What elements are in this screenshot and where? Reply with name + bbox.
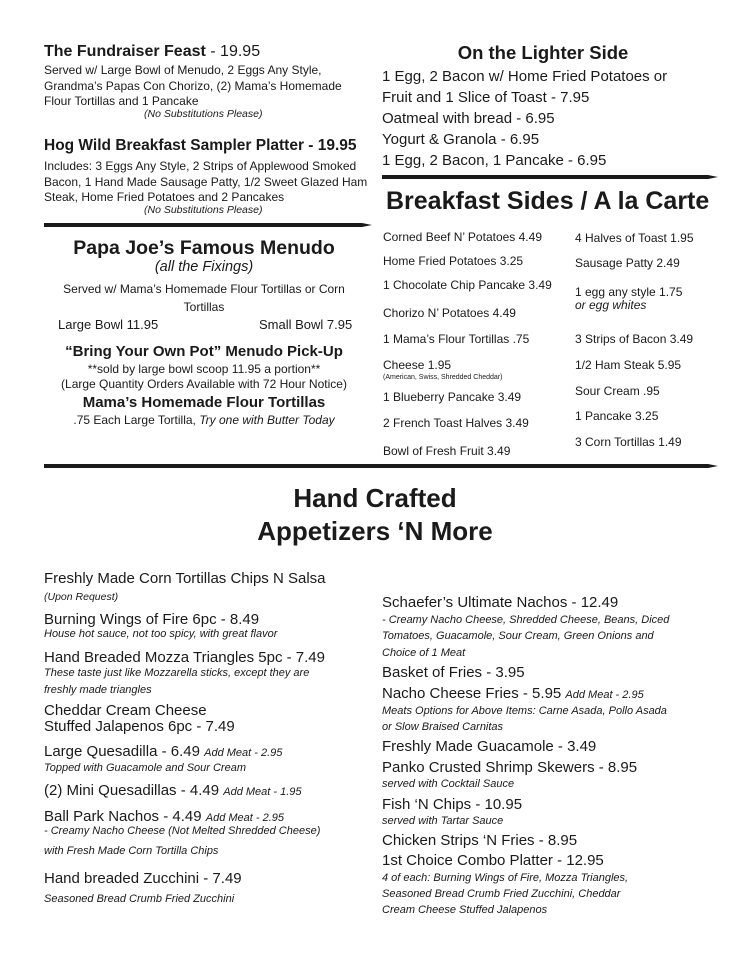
menudo-title: Papa Joe’s Famous Menudo <box>73 237 335 259</box>
tortillas-tip: Try one with Butter Today <box>199 413 335 427</box>
sides-left-item-6: Cheese 1.95 <box>383 358 452 372</box>
hogwild-title: Hog Wild Breakfast Sampler Platter - 19.95 <box>44 137 357 154</box>
appetizers-heading <box>0 482 750 548</box>
app-right-6-name: Fish ‘N Chips - 10.95 <box>382 796 523 813</box>
lighter-item-4: Yogurt & Granola - 6.95 <box>382 131 540 148</box>
divider-full <box>44 464 708 468</box>
app-left-5-line <box>44 743 282 761</box>
sides-left-item-7: 1 Blueberry Pancake 3.49 <box>383 390 522 404</box>
sides-right-item-4: 3 Strips of Bacon 3.49 <box>575 332 694 346</box>
app-right-6-desc: served with Tartar Sauce <box>382 815 504 827</box>
app-left-2-name: Burning Wings of Fire 6pc - 8.49 <box>44 611 260 628</box>
fundraiser-price: - 19.95 <box>205 43 261 60</box>
app-left-6-name: (2) Mini Quesadillas - 4.49 <box>44 782 224 799</box>
app-right-3-addon: Add Meat - 2.95 <box>565 689 644 701</box>
app-right-1-desc: - Creamy Nacho Cheese, Shredded Cheese, Beans, Diced <box>382 614 670 626</box>
appetizers-title-1: Hand Crafted <box>293 483 457 513</box>
hogwild-desc-2: Bacon, 1 Hand Made Sausage Patty, 1/2 Sweet Glazed Ham <box>44 175 368 189</box>
app-left-7-name: Ball Park Nachos - 4.49 <box>44 808 206 825</box>
app-right-3-desc2: or Slow Braised Carnitas <box>382 721 504 733</box>
app-right-3-desc: Meats Options for Above Items: Carne Asada, Pollo Asada <box>382 705 667 717</box>
app-right-1-desc3: Choice of 1 Meat <box>382 647 466 659</box>
fundraiser-desc-3: Flour Tortillas and 1 Pancake <box>44 94 199 108</box>
fundraiser-title: The Fundraiser Feast <box>44 43 206 60</box>
hogwild-desc-3: Steak, Home Fried Potatoes and 2 Pancakes <box>44 190 285 204</box>
app-left-7-desc2: with Fresh Made Corn Tortilla Chips <box>44 845 219 857</box>
fundraiser-note: (No Substitutions Please) <box>144 108 263 120</box>
tortillas-title: Mama’s Homemade Flour Tortillas <box>82 394 326 411</box>
app-left-1-desc: (Upon Request) <box>44 591 119 603</box>
hogwild-section <box>44 136 374 216</box>
app-right-4-name: Freshly Made Guacamole - 3.49 <box>382 738 597 755</box>
app-left-7-desc: - Creamy Nacho Cheese (Not Melted Shredded Cheese) <box>44 825 321 837</box>
sides-right-item-1: 4 Halves of Toast 1.95 <box>575 231 694 245</box>
lighter-item-5: 1 Egg, 2 Bacon, 1 Pancake - 6.95 <box>382 152 607 169</box>
app-left-7-addon: Add Meat - 2.95 <box>205 812 285 824</box>
menudo-desc-2: Tortillas <box>183 300 225 314</box>
app-right-3-name: Nacho Cheese Fries - 5.95 <box>382 685 566 702</box>
sides-right-item-8: 3 Corn Tortillas 1.49 <box>575 435 682 449</box>
sides-left-item-2: Home Fried Potatoes 3.25 <box>383 254 524 268</box>
hogwild-note: (No Substitutions Please) <box>144 204 263 216</box>
app-right-8-desc: 4 of each: Burning Wings of Fire, Mozza Triangles, <box>382 872 629 884</box>
tortillas-desc: .75 Each Large Tortilla, <box>73 413 200 427</box>
app-right-8-name: 1st Choice Combo Platter - 12.95 <box>382 852 604 869</box>
menudo-large-bowl: Large Bowl 11.95 <box>58 317 159 332</box>
app-left-3-desc: These taste just like Mozzarella sticks, except they are <box>44 667 310 679</box>
lighter-item-2: Fruit and 1 Slice of Toast - 7.95 <box>382 89 590 106</box>
sides-right-item-6: Sour Cream .95 <box>575 384 660 398</box>
app-right-1-desc2: Tomatoes, Guacamole, Sour Cream, Green Onions and <box>382 630 654 642</box>
byop-desc-1: **sold by large bowl scoop 11.95 a portion** <box>87 362 321 376</box>
divider-right-top <box>382 175 708 179</box>
app-right-5-desc: served with Cocktail Sauce <box>382 778 515 790</box>
lighter-item-1: 1 Egg, 2 Bacon w/ Home Fried Potatoes or <box>382 68 668 85</box>
fundraiser-desc-1: Served w/ Large Bowl of Menudo, 2 Eggs Any Style, <box>44 63 322 77</box>
app-left-5-addon: Add Meat - 2.95 <box>204 747 283 759</box>
app-left-2-desc: House hot sauce, not too spicy, with great flavor <box>44 628 278 640</box>
sides-right-item-7: 1 Pancake 3.25 <box>575 409 659 423</box>
sides-right-item-2: Sausage Patty 2.49 <box>575 256 680 270</box>
app-right-8-desc2: Seasoned Bread Crumb Fried Zucchini, Cheddar <box>382 888 621 900</box>
sides-left-item-3: 1 Chocolate Chip Pancake 3.49 <box>383 278 552 292</box>
app-left-7-line <box>44 808 284 826</box>
byop-desc-2: (Large Quantity Orders Available with 72 Hour Notice) <box>61 377 347 391</box>
app-left-1-name: Freshly Made Corn Tortillas Chips N Salsa <box>44 570 326 587</box>
sides-right-item-3: 1 egg any style 1.75 <box>575 285 683 299</box>
hogwild-desc-1: Includes: 3 Eggs Any Style, 2 Strips of Applewood Smoked <box>44 159 357 173</box>
app-left-6-line <box>44 782 302 800</box>
app-left-8-desc: Seasoned Bread Crumb Fried Zucchini <box>44 893 235 905</box>
app-right-5-name: Panko Crusted Shrimp Skewers - 8.95 <box>382 759 638 776</box>
fundraiser-section <box>44 42 364 120</box>
menudo-desc-1: Served w/ Mama’s Homemade Flour Tortillas or Corn <box>63 282 345 296</box>
app-right-2-name: Basket of Fries - 3.95 <box>382 664 525 681</box>
app-left-6-addon: Add Meat - 1.95 <box>223 786 302 798</box>
lighter-item-3: Oatmeal with bread - 6.95 <box>382 110 555 127</box>
app-left-5-desc: Topped with Guacamole and Sour Cream <box>44 762 246 774</box>
sides-left-item-5: 1 Mama’s Flour Tortillas .75 <box>383 332 530 346</box>
byop-title: “Bring Your Own Pot” Menudo Pick-Up <box>65 343 343 360</box>
sides-title: Breakfast Sides / A la Carte <box>386 187 710 215</box>
sides-right-item-5: 1/2 Ham Steak 5.95 <box>575 358 682 372</box>
app-left-4-name: Cheddar Cream Cheese <box>44 702 207 719</box>
appetizers-title-2: Appetizers ‘N More <box>257 516 493 546</box>
sides-left-item-4: Chorizo N’ Potatoes 4.49 <box>383 306 516 320</box>
byop-section <box>44 343 364 427</box>
sides-left-item-9: Bowl of Fresh Fruit 3.49 <box>383 444 511 458</box>
app-right-7-name: Chicken Strips ‘N Fries - 8.95 <box>382 832 578 849</box>
menudo-section <box>44 237 364 314</box>
app-left-8-name: Hand breaded Zucchini - 7.49 <box>44 870 242 887</box>
app-left-4-name2: Stuffed Jalapenos 6pc - 7.49 <box>44 718 235 735</box>
app-left-3-desc2: freshly made triangles <box>44 684 152 696</box>
tortillas-desc-line <box>44 413 364 427</box>
sides-cheese-note: (American, Swiss, Shredded Cheddar) <box>383 374 503 381</box>
app-right-1-name: Schaefer’s Ultimate Nachos - 12.49 <box>382 594 619 611</box>
lighter-title: On the Lighter Side <box>457 42 629 63</box>
divider-left-top <box>44 223 362 227</box>
fundraiser-desc-2: Grandma’s Papas Con Chorizo, (2) Mama’s Homemade <box>44 79 342 93</box>
app-right-3-line <box>382 685 644 703</box>
sides-left-item-1: Corned Beef N’ Potatoes 4.49 <box>383 230 542 244</box>
menudo-small-bowl: Small Bowl 7.95 <box>259 317 353 332</box>
menudo-subtitle: (all the Fixings) <box>154 259 254 275</box>
app-left-3-name: Hand Breaded Mozza Triangles 5pc - 7.49 <box>44 649 325 666</box>
sides-egg-note: or egg whites <box>575 298 647 312</box>
app-right-8-desc3: Cream Cheese Stuffed Jalapenos <box>382 904 548 916</box>
lighter-section <box>382 42 712 171</box>
fundraiser-heading <box>44 42 364 62</box>
sides-left-item-8: 2 French Toast Halves 3.49 <box>383 416 529 430</box>
app-left-5-name: Large Quesadilla - 6.49 <box>44 743 205 760</box>
